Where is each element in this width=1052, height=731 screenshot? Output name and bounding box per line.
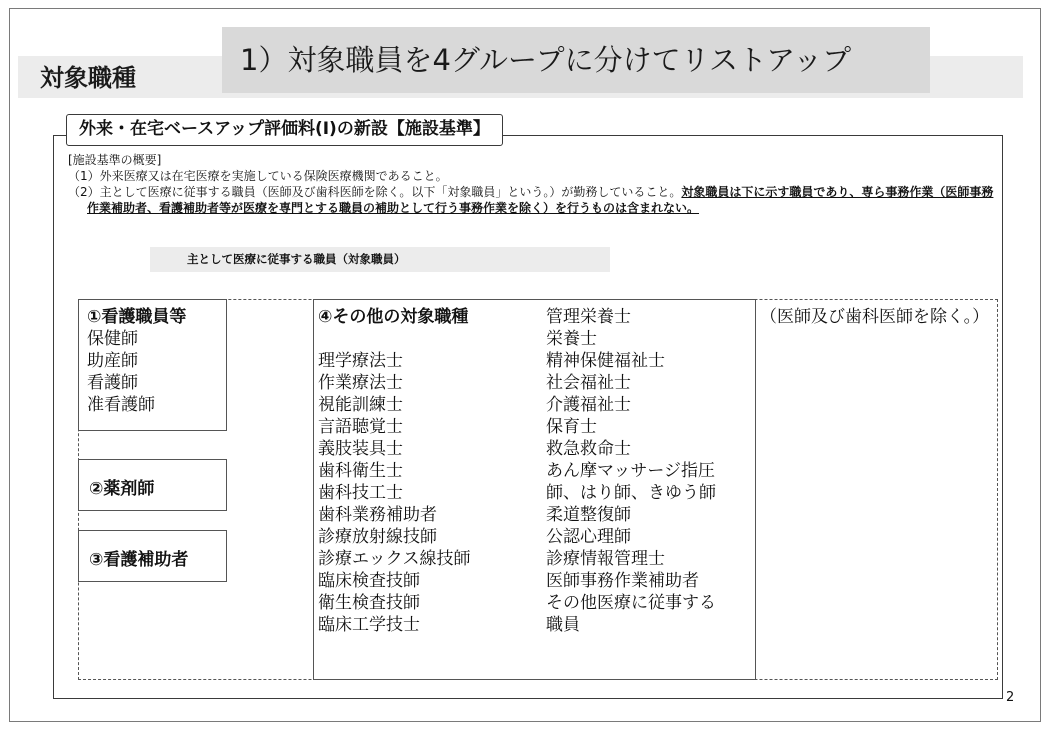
list-item: 診療エックス線技師 bbox=[318, 549, 471, 569]
section-label: 対象職種 bbox=[40, 64, 136, 92]
criteria-item-2 bbox=[68, 184, 998, 216]
list-item: 看護師 bbox=[87, 373, 138, 393]
criteria-box-title: 外来・在宅ベースアップ評価料(I)の新設【施設基準】 bbox=[66, 114, 503, 146]
list-item: 職員 bbox=[546, 615, 580, 635]
list-item: 言語聴覚士 bbox=[318, 417, 403, 437]
list-item: 臨床検査技師 bbox=[318, 571, 420, 591]
staff-subtitle: 主として医療に従事する職員（対象職員） bbox=[187, 252, 406, 266]
other-staff-column-b bbox=[546, 306, 716, 636]
group-other-staff-heading: ④その他の対象職種 bbox=[318, 307, 469, 327]
criteria-item-2-plain: （2）主として医療に従事する職員（医師及び歯科医師を除く。以下「対象職員」という。）が勤務していること。 bbox=[68, 185, 682, 199]
other-staff-column-a bbox=[318, 306, 471, 636]
group-nursing bbox=[78, 299, 227, 431]
list-item: 視能訓練士 bbox=[318, 395, 403, 415]
list-item: 精神保健福祉士 bbox=[546, 351, 665, 371]
list-item: 栄養士 bbox=[546, 329, 597, 349]
list-item: 救急救命士 bbox=[546, 439, 631, 459]
list-item: 准看護師 bbox=[87, 395, 155, 415]
group-nursing-assistant-heading: ③看護補助者 bbox=[89, 550, 189, 570]
list-item: あん摩マッサージ指圧 bbox=[546, 461, 715, 481]
list-item: 助産師 bbox=[87, 351, 138, 371]
list-item: 義肢装具士 bbox=[318, 439, 403, 459]
list-item: 衛生検査技師 bbox=[318, 593, 420, 613]
list-item: 保育士 bbox=[546, 417, 597, 437]
group-pharmacist-heading: ②薬剤師 bbox=[89, 479, 155, 499]
list-item: 保健師 bbox=[87, 329, 138, 349]
list-item: 社会福祉士 bbox=[546, 373, 631, 393]
page-number: 2 bbox=[1006, 690, 1015, 705]
list-item: 歯科衛生士 bbox=[318, 461, 403, 481]
list-item bbox=[318, 328, 471, 350]
group-nursing-assistant bbox=[78, 530, 227, 582]
list-item: 理学療法士 bbox=[318, 351, 403, 371]
group-pharmacist bbox=[78, 459, 227, 511]
list-item: 柔道整復師 bbox=[546, 505, 631, 525]
list-item: 臨床工学技士 bbox=[318, 615, 420, 635]
exclusion-note: （医師及び歯科医師を除く。） bbox=[760, 307, 990, 327]
list-item: 歯科業務補助者 bbox=[318, 505, 437, 525]
list-item: 公認心理師 bbox=[546, 527, 631, 547]
criteria-item-2-underlined: 対象職員は下に示す職員であり、専ら事務作業（医師事務作業補助者、看護補助者等が医療を専門とする職員の補助として行う事務作業を除く）を行うものは含まれない。 bbox=[87, 185, 994, 215]
criteria-text bbox=[68, 152, 998, 216]
list-item: 師、はり師、きゆう師 bbox=[546, 483, 716, 503]
list-item: 歯科技工士 bbox=[318, 483, 403, 503]
page-title: 1）対象職員を4グループに分けてリストアップ bbox=[240, 43, 852, 77]
list-item: 診療情報管理士 bbox=[546, 549, 665, 569]
criteria-heading: [施設基準の概要] bbox=[68, 153, 162, 167]
list-item: 診療放射線技師 bbox=[318, 527, 437, 547]
group-nursing-heading: ①看護職員等 bbox=[87, 307, 187, 327]
list-item: 管理栄養士 bbox=[546, 307, 631, 327]
criteria-item-1: （1）外来医療又は在宅医療を実施している保険医療機関であること。 bbox=[68, 169, 448, 183]
group-nursing-list bbox=[87, 306, 186, 416]
list-item: 作業療法士 bbox=[318, 373, 403, 393]
list-item: 介護福祉士 bbox=[546, 395, 631, 415]
list-item: 医師事務作業補助者 bbox=[546, 571, 699, 591]
list-item: その他医療に従事する bbox=[546, 593, 716, 613]
